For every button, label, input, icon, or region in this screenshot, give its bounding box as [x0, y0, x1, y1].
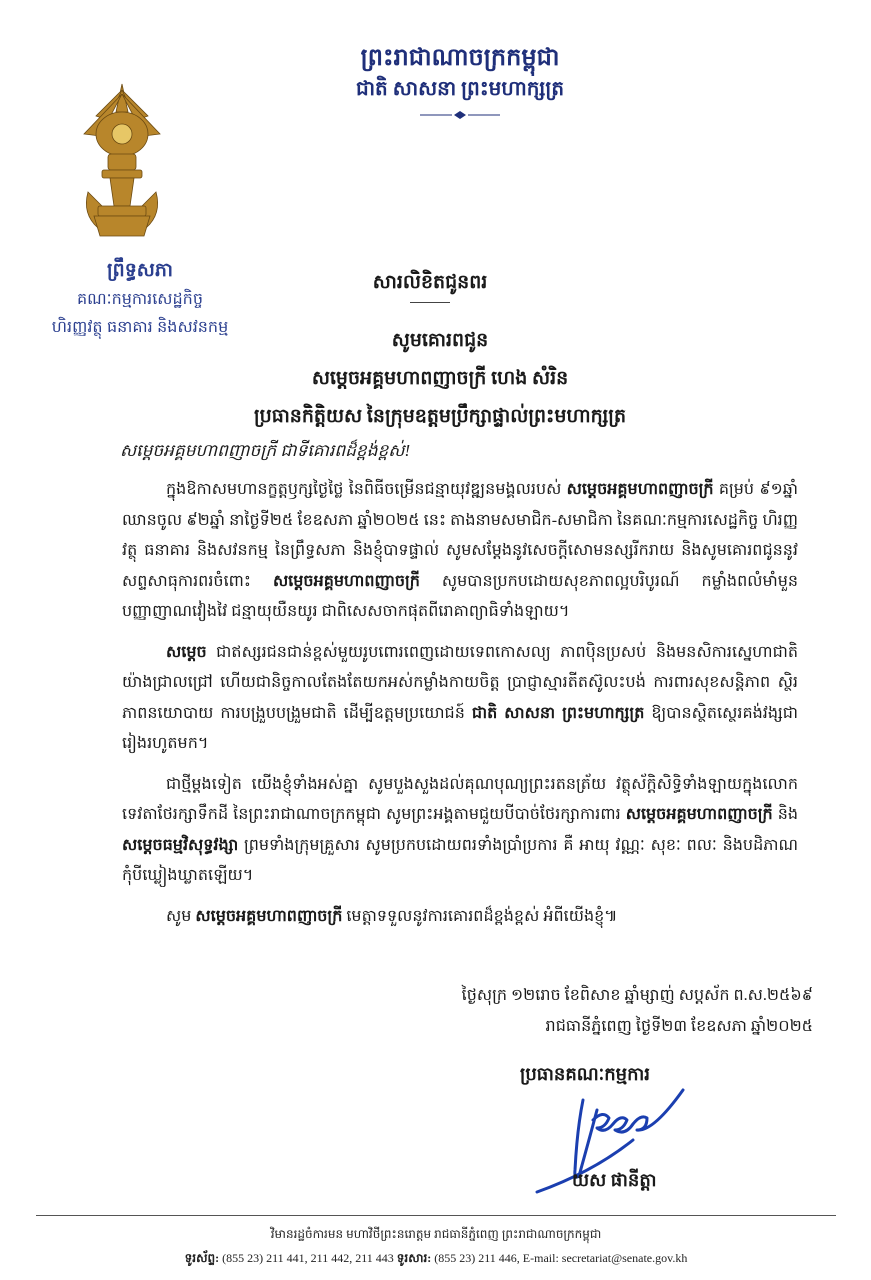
footer-divider — [36, 1215, 836, 1216]
solar-date: រាជធានីភ្នំពេញ ថ្ងៃទី២៣ ខែឧសភា ឆ្នាំ២០២៥ — [545, 1018, 813, 1035]
addressee-line-1: សូមគោរពជូន — [391, 330, 489, 351]
footer-contact: ទូរស័ព្ទ: (855 23) 211 441, 211 442, 211 443 ទូរសារ: (855 23) 211 446, E-mail: secretariat@senate.gov.kh — [184, 1251, 688, 1265]
paragraph-1: ក្នុងឱកាសមហានក្ខត្តឫក្សថ្ងៃថ្លៃ នៃពិធីចម្រើនជន្មាយុវឌ្ឍនមង្គលរបស់ សម្ដេចអគ្គមហាពញាចក្រី គម្រប់ ៩១ឆ្នាំ ឈានចូល ៩២ឆ្នាំ នាថ្ងៃទី២៥ ខែឧសភា ឆ្នាំ២០២៥ នេះ តាងនាមសមាជិក-សមាជិកា នៃគណៈកម្មការសេដ្ឋកិច្ច ហិរញ្ញវត្ថុ ធនាគារ និងសវនកម្ម នៃព្រឹទ្ធសភា និងខ្ញុំបាទផ្ទាល់ សូមសម្ដែងនូវសេចក្ដីសោមនស្សរីករាយ និងសូមគោរពជូននូវសព្ទសាធុការពរចំពោះ សម្ដេចអគ្គមហាពញាចក្រី សូមបានប្រកបដោយសុខភាពល្អបរិបូរណ៍ កម្លាំងពលំមាំមួន បញ្ញាញាណវៀងវៃ ជន្មាយុយឺនយូរ ជាពិសេសចាកផុតពីរោគាព្យាធិទាំងឡាយ។ — [122, 481, 799, 620]
title-divider — [410, 302, 450, 303]
paragraph-closing: សូម សម្ដេចអគ្គមហាពញាចក្រី មេត្តាទទួលនូវការគោរពដ៏ខ្ពង់ខ្ពស់ អំពីយើងខ្ញុំ៕ — [166, 907, 618, 925]
committee-line-2: ហិរញ្ញវត្ថុ ធនាគារ និងសវនកម្ម — [51, 319, 229, 336]
signer-name: យស ផានីត្តា — [572, 1170, 657, 1190]
document-type: សារលិខិតជូនពរ — [372, 272, 488, 293]
footer-address: វិមានរដ្ឋចំការមន មហាវិថីព្រះនរោត្តម រាជធានីភ្នំពេញ ព្រះរាជាណាចក្រកម្ពុជា — [270, 1227, 602, 1241]
addressee-line-2: សម្ដេចអគ្គមហាពញាចក្រី ហេង សំរិន — [311, 368, 569, 389]
salutation: សម្ដេចអគ្គមហាពញាចក្រី ជាទីគោរពដ៏ខ្ពង់ខ្ពស់! — [120, 441, 411, 460]
footer — [36, 1222, 836, 1270]
addressee-line-3: ប្រធានកិត្តិយស នៃក្រុមឧត្ដមប្រឹក្សាផ្ទាល់ព្រះមហាក្សត្រ — [253, 406, 627, 427]
paragraph-2: សម្ដេច ជាឥស្សរជនជាន់ខ្ពស់មួយរូបពោរពេញដោយទេពកោសល្យ ភាពប៉ិនប្រសប់ និងមនសិការស្នេហាជាតិយ៉ាងជ្រាលជ្រៅ ហើយជានិច្ចកាលតែងតែយកអស់កម្លាំងកាយចិត្ត ប្រាជ្ញាស្មារតីតស៊ូលះបង់ ការពារសុខសន្តិភាព ស្ថិរភាពនយោបាយ ការបង្រួបបង្រួមជាតិ ដើម្បីឧត្ដមប្រយោជន៍ ជាតិ សាសនា ព្រះមហាក្សត្រ ឱ្យបានស្ថិតស្ថេរគង់វង្សជារៀងរហូតមក។ — [122, 643, 798, 752]
ornament-divider-icon — [420, 110, 500, 120]
institution-name: ព្រឹទ្ធសភា — [107, 260, 173, 281]
addressee-block — [100, 322, 780, 436]
date-block — [462, 980, 813, 1042]
signer-title: ប្រធានគណៈកម្មការ — [520, 1064, 650, 1084]
royal-emblem-icon — [78, 82, 166, 244]
lunar-date: ថ្ងៃសុក្រ ១២រោច ខែពិសាខ ឆ្នាំម្សាញ់ សប្តស័ក ព.ស.២៥៦៩ — [461, 987, 813, 1004]
kingdom-title: ព្រះរាជាណាចក្រកម្ពុជា — [360, 45, 560, 71]
paragraph-3: ជាថ្មីម្ដងទៀត យើងខ្ញុំទាំងអស់គ្នា សូមបួងសួងដល់គុណបុណ្យព្រះរតនត្រ័យ វត្ថុស័ក្ដិសិទ្ធិទាំងឡាយក្នុងលោក ទេវតាថែរក្សាទឹកដី នៃព្រះរាជាណាចក្រកម្ពុជា សូមព្រះអង្គតាមជួយបីបាច់ថែរក្សាការពារ សម្ដេចអគ្គមហាពញាចក្រី និង សម្ដេចធម្មវិសុទ្ធវង្សា ព្រមទាំងក្រុមគ្រួសារ សូមប្រកបដោយពរទាំងប្រាំប្រការ គឺ អាយុ វណ្ណៈ សុខៈ ពលៈ និងបដិភាណ កុំបីឃ្លៀងឃ្លាតឡើយ។ — [122, 775, 799, 884]
letter-body — [122, 475, 798, 942]
kingdom-header — [250, 42, 670, 120]
national-motto: ជាតិ សាសនា ព្រះមហាក្សត្រ — [355, 78, 565, 100]
committee-line-1: គណៈកម្មការសេដ្ឋកិច្ច — [77, 291, 203, 308]
